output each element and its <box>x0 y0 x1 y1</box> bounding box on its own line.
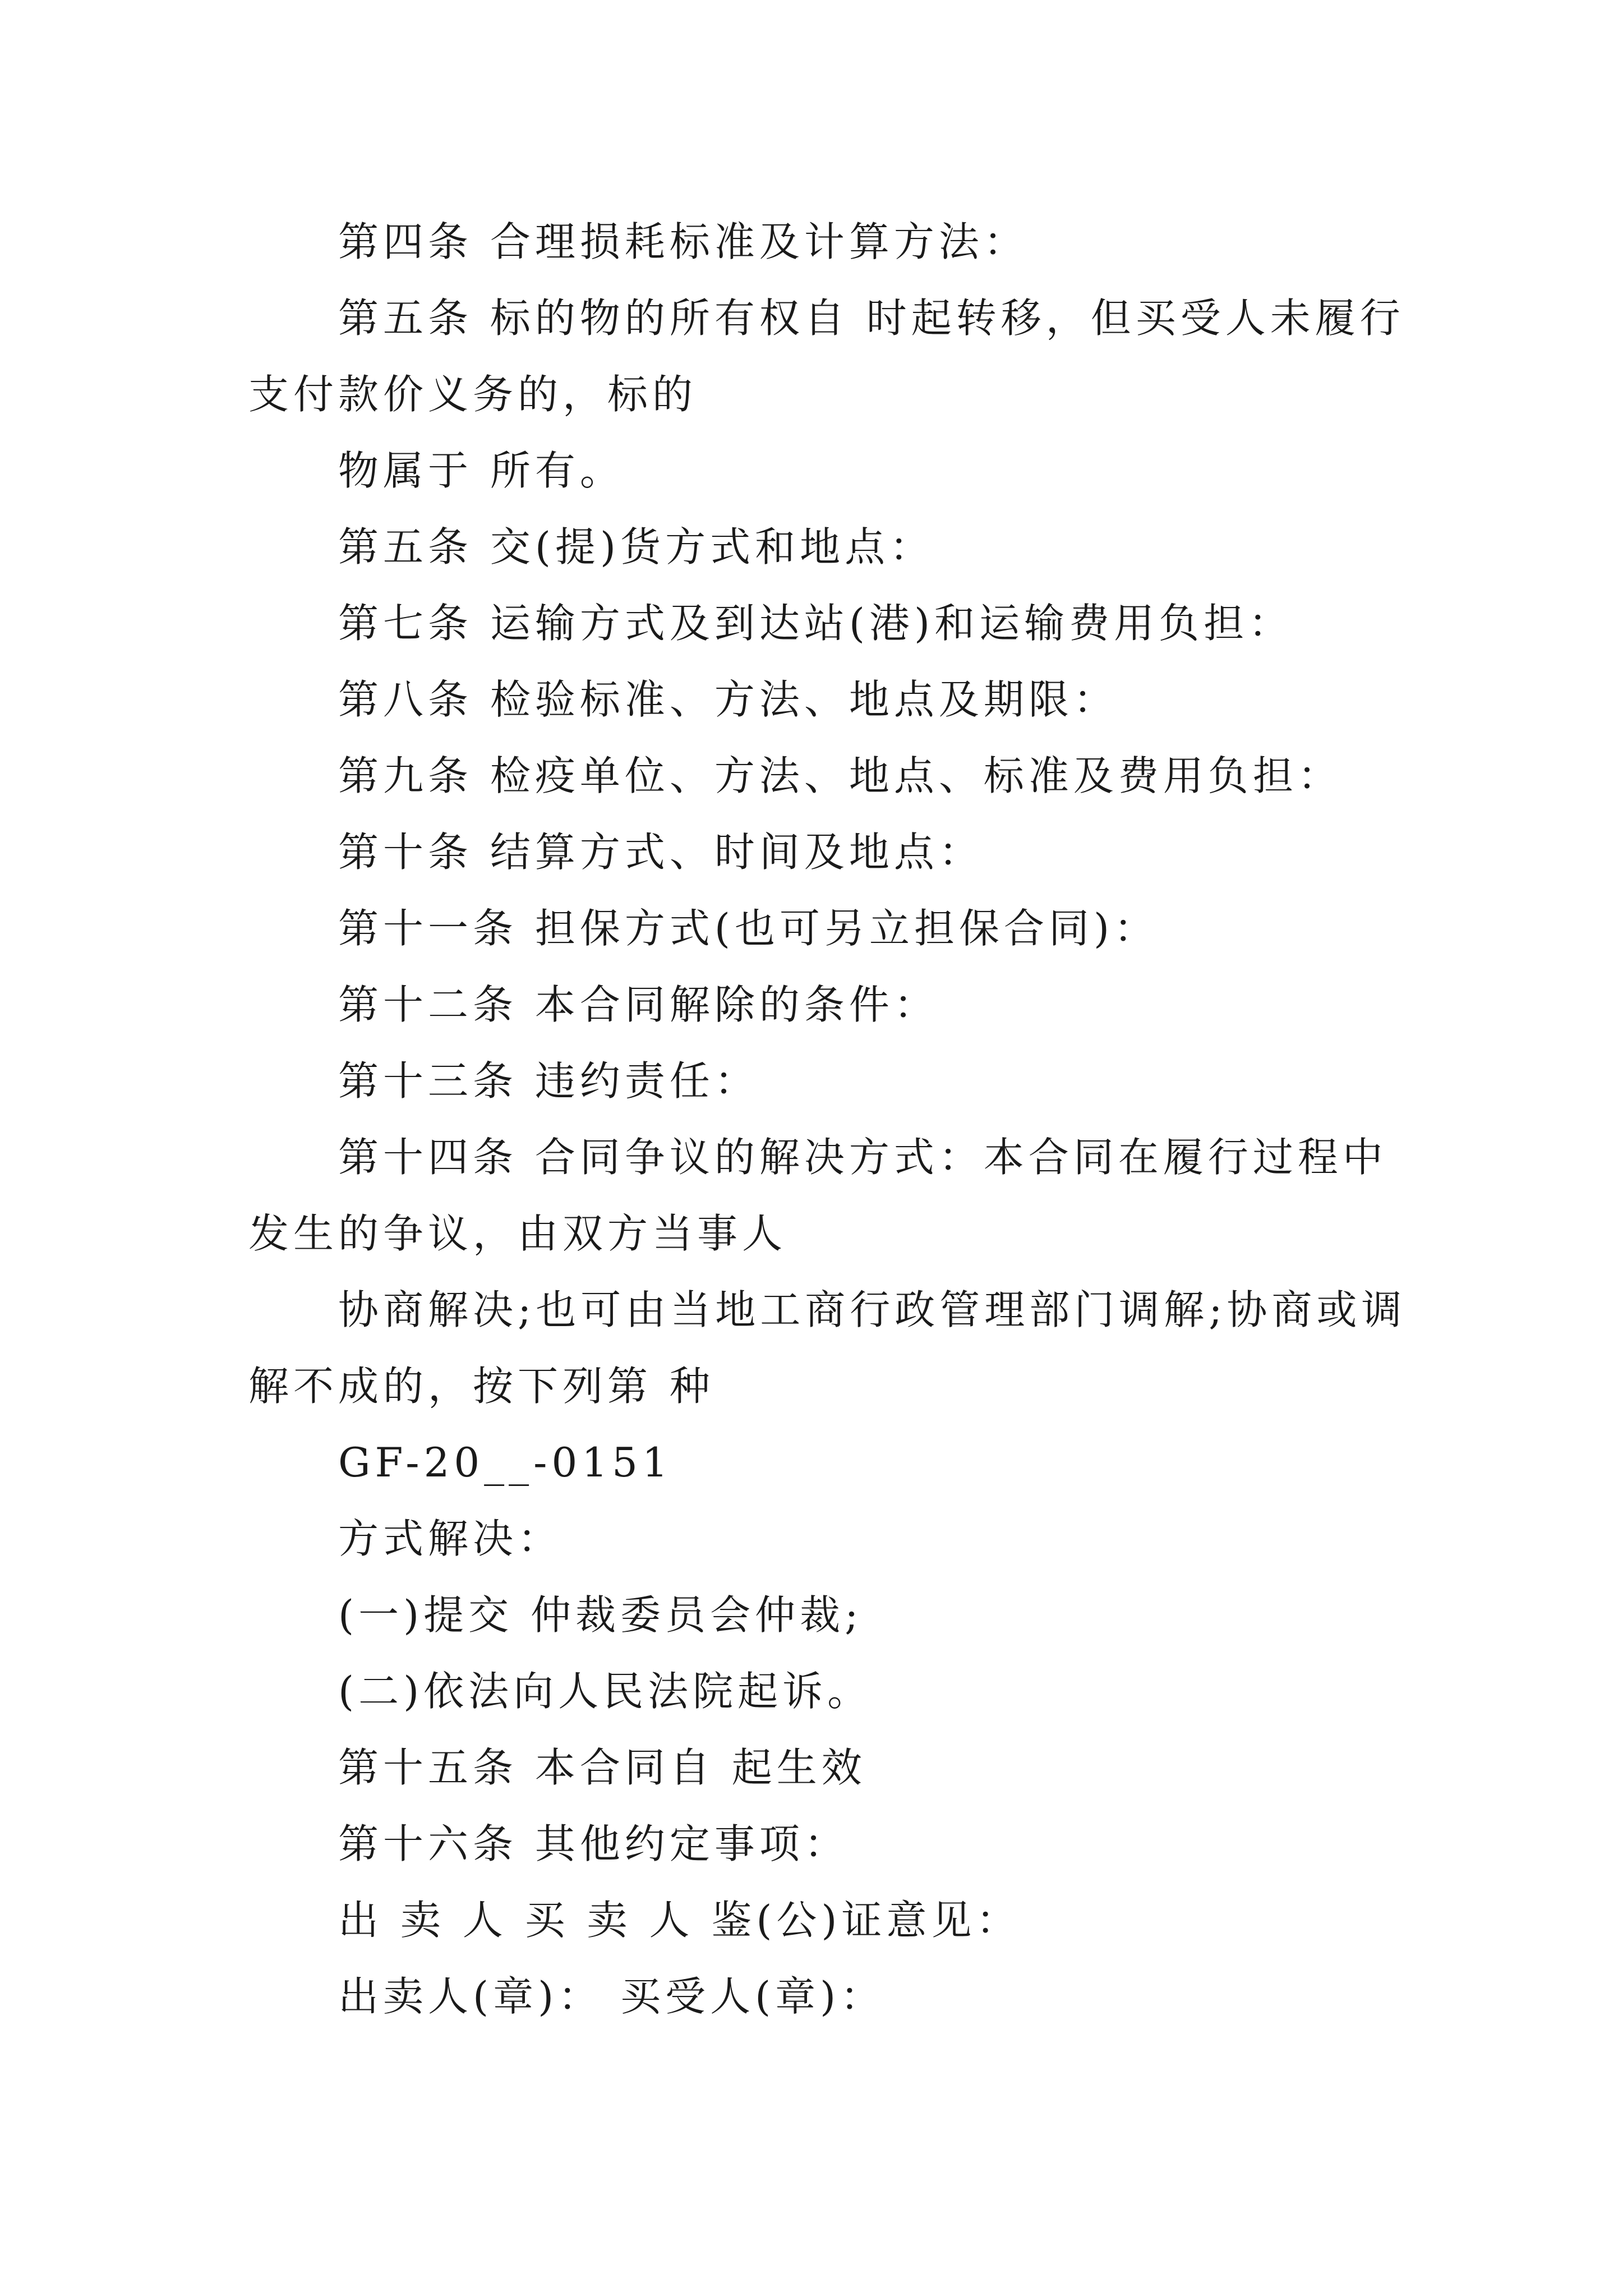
signature-line: 出卖人(章)： 买受人(章)： <box>338 1973 886 2020</box>
article-5-line-2: 支付款价义务的，标的 <box>248 371 698 418</box>
article-5-line-3: 物属于 所有。 <box>338 447 625 494</box>
article-4-line: 第四条 合理损耗标准及计算方法： <box>338 218 1029 265</box>
article-13-line: 第十三条 违约责任： <box>338 1057 759 1105</box>
form-code: GF-20__-0151 <box>338 1439 672 1486</box>
article-5-line-1: 第五条 标的物的所有权自 时起转移，但买受人未履行 <box>338 295 1405 342</box>
option-lawsuit: (二)依法向人民法院起诉。 <box>338 1668 873 1715</box>
article-12-line: 第十二条 本合同解除的条件： <box>338 981 939 1028</box>
article-14-line-3: 协商解决;也可由当地工商行政管理部门调解;协商或调 <box>338 1286 1407 1333</box>
article-6-line: 第五条 交(提)货方式和地点： <box>338 523 935 570</box>
resolution-method-line: 方式解决： <box>338 1515 563 1562</box>
article-7-line: 第七条 运输方式及到达站(港)和运输费用负担： <box>338 600 1294 647</box>
article-14-line-4: 解不成的，按下列第 种 <box>248 1363 714 1410</box>
article-15-line: 第十五条 本合同自 起生效 <box>338 1744 866 1791</box>
article-14-line-1: 第十四条 合同争议的解决方式：本合同在履行过程中 <box>338 1134 1387 1181</box>
article-11-line: 第十一条 担保方式(也可另立担保合同)： <box>338 905 1159 952</box>
article-10-line: 第十条 结算方式、时间及地点： <box>338 829 984 876</box>
article-8-line: 第八条 检验标准、方法、地点及期限： <box>338 676 1118 723</box>
article-14-line-2: 发生的争议，由双方当事人 <box>248 1210 787 1257</box>
article-9-line: 第九条 检疫单位、方法、地点、标准及费用负担： <box>338 752 1343 799</box>
article-16-line: 第十六条 其他约定事项： <box>338 1820 849 1867</box>
parties-header-line: 出 卖 人 买 卖 人 鉴(公)证意见： <box>338 1897 1021 1944</box>
option-arbitration: (一)提交 仲裁委员会仲裁; <box>338 1591 863 1639</box>
